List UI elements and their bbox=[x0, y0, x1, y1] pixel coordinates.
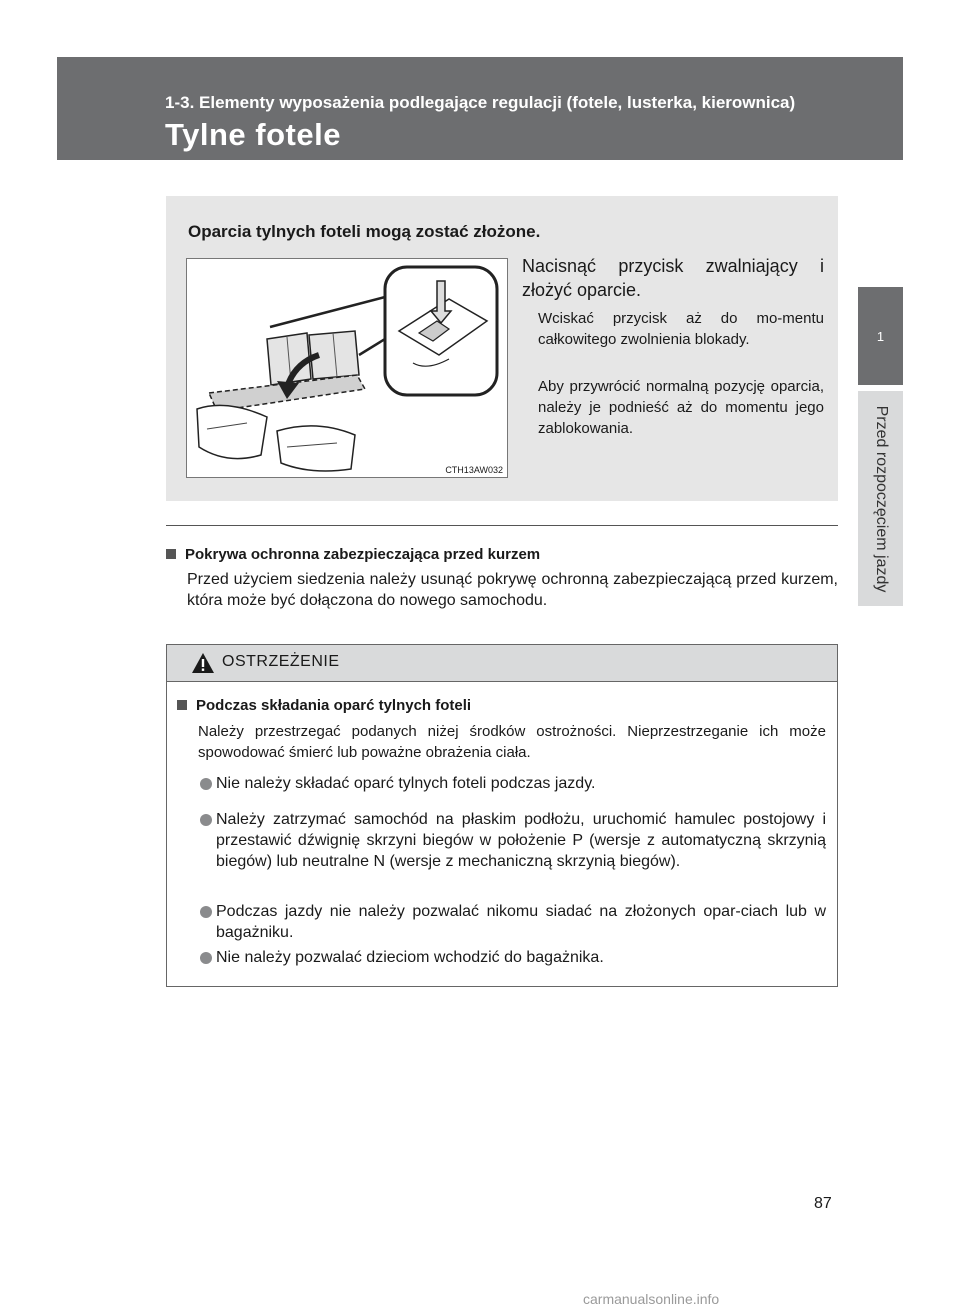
warning-item-text: Nie należy pozwalać dzieciom wchodzić do bagażnika. bbox=[216, 949, 604, 966]
note-heading bbox=[166, 546, 540, 563]
chapter-tab-title bbox=[858, 391, 903, 606]
warning-header bbox=[167, 645, 837, 682]
procedure-box bbox=[166, 196, 838, 501]
warning-heading-text: Podczas składania oparć tylnych foteli bbox=[196, 697, 472, 714]
page-number: 87 bbox=[814, 1195, 832, 1212]
warning-heading bbox=[177, 697, 471, 714]
bullet-dot-icon bbox=[200, 906, 212, 918]
warning-item-text: Nie należy składać oparć tylnych foteli podczas jazdy. bbox=[216, 775, 596, 792]
warning-item bbox=[198, 809, 826, 872]
illustration-code: CTH13AW032 bbox=[445, 465, 503, 475]
chapter-tab-number: 1 bbox=[858, 287, 903, 385]
step-paragraph-2: Aby przywrócić normalną pozycję oparcia, należy je podnieść aż do momentu jego zablokowania. bbox=[538, 378, 824, 437]
seat-folding-illustration bbox=[186, 258, 508, 478]
bullet-dot-icon bbox=[200, 952, 212, 964]
rear-seat-drawing bbox=[187, 259, 507, 477]
step-title: Nacisnąć przycisk zwalniający i złożyć oparcie. bbox=[522, 256, 824, 300]
warning-item bbox=[198, 773, 826, 794]
bullet-dot-icon bbox=[200, 778, 212, 790]
warning-item-text: Podczas jazdy nie należy pozwalać nikomu siadać na złożonych opar-ciach lub w bagażniku. bbox=[216, 903, 826, 941]
procedure-title: Oparcia tylnych foteli mogą zostać złożone. bbox=[188, 222, 541, 241]
note-heading-text: Pokrywa ochronna zabezpieczająca przed kurzem bbox=[185, 546, 541, 563]
section-divider bbox=[166, 525, 838, 526]
bullet-dot-icon bbox=[200, 814, 212, 826]
warning-intro: Należy przestrzegać podanych niżej środków ostrożności. Nieprzestrzeganie ich może spowodować śmierć lub poważne obrażenia ciała. bbox=[198, 723, 826, 761]
note-text: Przed użyciem siedzenia należy usunąć pokrywę ochronną zabezpieczającą przed kurzem, która może być dołączona do nowego samochodu. bbox=[187, 571, 838, 609]
page-title: Tylne fotele bbox=[165, 117, 341, 152]
square-bullet-icon bbox=[177, 700, 187, 710]
square-bullet-icon bbox=[166, 549, 176, 559]
step-paragraph-1: Wciskać przycisk aż do mo-mentu całkowitego zwolnienia blokady. bbox=[538, 310, 824, 348]
warning-item bbox=[198, 947, 826, 968]
chapter-tab-label: Przed rozpoczęciem jazdy bbox=[872, 405, 890, 592]
warning-label: OSTRZEŻENIE bbox=[222, 653, 340, 670]
warning-item-text: Należy zatrzymać samochód na płaskim podłożu, uruchomić hamulec postojowy i przestawić dźwignię skrzyni biegów w położenie P (wersje z automatyczną skrzynią biegów) lub neutralne N (wersje z mechaniczną skrzynią biegów). bbox=[216, 811, 826, 870]
warning-triangle-icon bbox=[191, 652, 215, 674]
warning-item bbox=[198, 901, 826, 943]
warning-box bbox=[166, 644, 838, 987]
section-heading: 1-3. Elementy wyposażenia podlegające regulacji (fotele, lusterka, kierownica) bbox=[165, 93, 796, 112]
watermark: carmanualsonline.info bbox=[583, 1291, 720, 1307]
page-header bbox=[57, 57, 903, 160]
